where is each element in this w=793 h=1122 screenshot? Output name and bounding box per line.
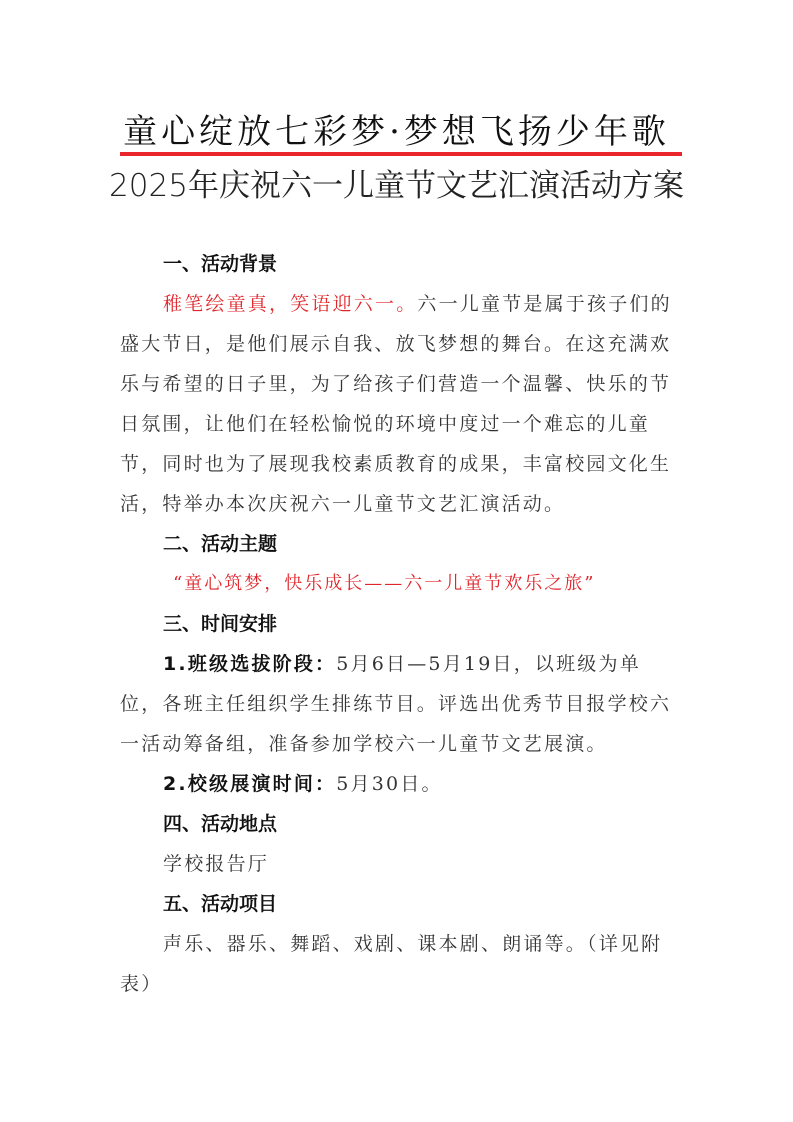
venue-text: 学校报告厅 [163,853,270,875]
section-heading-programs: 五、活动项目 [163,893,278,915]
schedule-item-label: 2.校级展演时间： [163,773,337,795]
schedule-item-text: 5月6日—5月19日，以班级为单位，各班主任组织学生排练节目。评选出优秀节目报学校六一活动筹备组，准备参加学校六一儿童节文艺展演。 [120,653,672,755]
document-body [120,244,680,1004]
schedule-item [120,644,680,764]
title-divider-line [120,152,682,156]
schedule-item-label: 1.班级选拔阶段： [163,653,337,675]
background-text: 六一儿童节是属于孩子们的盛大节日，是他们展示自我、放飞梦想的舞台。在这充满欢乐与希望的日子里，为了给孩子们营造一个温馨、快乐的节日氛围，让他们在轻松愉悦的环境中度过一个难忘的儿童节，同时也为了展现我校素质教育的成果，丰富校园文化生活，特举办本次庆祝六一儿童节文艺汇演活动。 [120,293,672,515]
document-title: 童心绽放七彩梦·梦想飞扬少年歌 [123,112,670,152]
background-lead-highlight: 稚笔绘童真，笑语迎六一。 [163,293,418,315]
section-heading-venue: 四、活动地点 [163,813,278,835]
schedule-item-text: 5月30日。 [336,773,443,795]
programs-text: 声乐、器乐、舞蹈、戏剧、课本剧、朗诵等。（详见附表） [120,933,663,995]
section-heading-theme: 二、活动主题 [163,533,278,555]
section-heading-background: 一、活动背景 [163,253,278,275]
document-subtitle: 2025年庆祝六一儿童节文艺汇演活动方案 [109,168,684,204]
theme-slogan: “童心筑梦，快乐成长——六一儿童节欢乐之旅” [173,573,596,594]
schedule-item [120,764,680,804]
section-heading-schedule: 三、时间安排 [163,613,278,635]
background-paragraph [120,284,680,524]
